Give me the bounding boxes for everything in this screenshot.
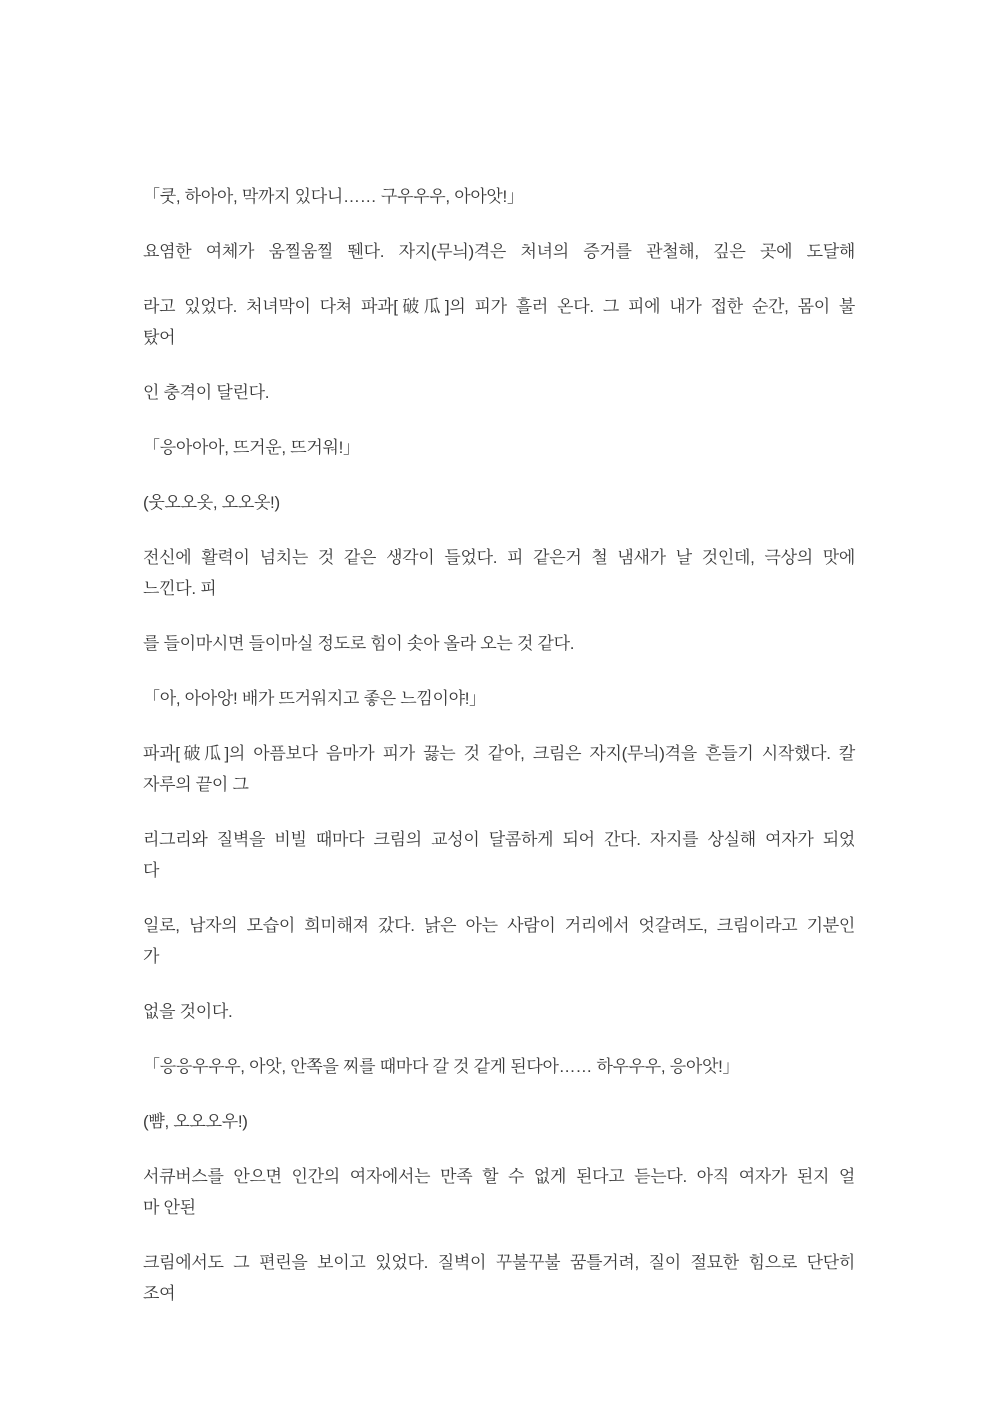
text-line: 요염한 여체가 움찔움찔 뛘다. 자지(무늬)격은 처녀의 증거를 관철해, 깊은 곳에 도달해 [143, 242, 855, 261]
text-block [143, 181, 855, 1309]
text-line: 전신에 활력이 넘치는 것 같은 생각이 들었다. 피 같은거 철 냄새가 날 것인데, 극상의 맛에 [143, 548, 855, 567]
text-line: 자루의 끝이 그 [143, 775, 249, 794]
text-line: 조여 [143, 1284, 176, 1303]
text-line: 없을 것이다. [143, 1002, 233, 1021]
text-line: 탔어 [143, 328, 176, 347]
paragraph [143, 1247, 855, 1309]
text-line: 서큐버스를 안으면 인간의 여자에서는 만족 할 수 없게 된다고 듣는다. 아직 여자가 된지 얼 [143, 1167, 855, 1186]
paragraph [143, 1051, 855, 1082]
paragraph [143, 487, 855, 518]
text-line: 「아, 아아앙! 배가 뜨거워지고 좋은 느낌이야!」 [143, 689, 486, 708]
paragraph [143, 738, 855, 800]
text-line: 리그리와 질벽을 비빌 때마다 크림의 교성이 달콤하게 되어 간다. 자지를 상실해 여자가 되었 [143, 830, 855, 849]
text-line: 「쿳, 하아아, 막까지 있다니…… 구우우우, 아아앗!」 [143, 187, 524, 206]
paragraph [143, 1161, 855, 1223]
paragraph [143, 1106, 855, 1137]
paragraph [143, 996, 855, 1027]
paragraph [143, 377, 855, 408]
paragraph [143, 181, 855, 212]
text-line: 「응응우우우, 아앗, 안쪽을 찌를 때마다 갈 것 같게 된다아…… 하우우우, 응아앗!」 [143, 1057, 740, 1076]
text-line: (뺨, 오오오우!) [143, 1112, 248, 1131]
text-line: 를 들이마시면 들이마실 정도로 힘이 솟아 올라 오는 것 같다. [143, 634, 575, 653]
paragraph [143, 683, 855, 714]
paragraph [143, 236, 855, 267]
text-line: (웃오오옷, 오오옷!) [143, 493, 280, 512]
text-line: 마 안된 [143, 1198, 196, 1217]
paragraph [143, 824, 855, 886]
text-line: 「응아아아, 뜨거운, 뜨거워!」 [143, 438, 360, 457]
text-line: 일로, 남자의 모습이 희미해져 갔다. 낡은 아는 사람이 거리에서 엇갈려도, 크림이라고 기분인 [143, 916, 855, 935]
paragraph [143, 542, 855, 604]
text-line: 느낀다. 피 [143, 579, 217, 598]
paragraph [143, 628, 855, 659]
paragraph [143, 910, 855, 972]
text-line: 파과[破瓜]의 아픔보다 음마가 피가 끓는 것 같아, 크림은 자지(무늬)격을 흔들기 시작했다. 칼 [143, 744, 855, 763]
text-line: 인 충격이 달린다. [143, 383, 270, 402]
text-line: 크림에서도 그 편린을 보이고 있었다. 질벽이 꾸불꾸불 꿈틀거려, 질이 절묘한 힘으로 단단히 [143, 1253, 855, 1272]
paragraph [143, 432, 855, 463]
text-line: 다 [143, 861, 160, 880]
paragraph [143, 291, 855, 353]
text-line: 라고 있었다. 처녀막이 다쳐 파과[破瓜]의 피가 흘러 온다. 그 피에 내가 접한 순간, 몸이 불 [143, 297, 855, 316]
text-line: 가 [143, 947, 160, 966]
